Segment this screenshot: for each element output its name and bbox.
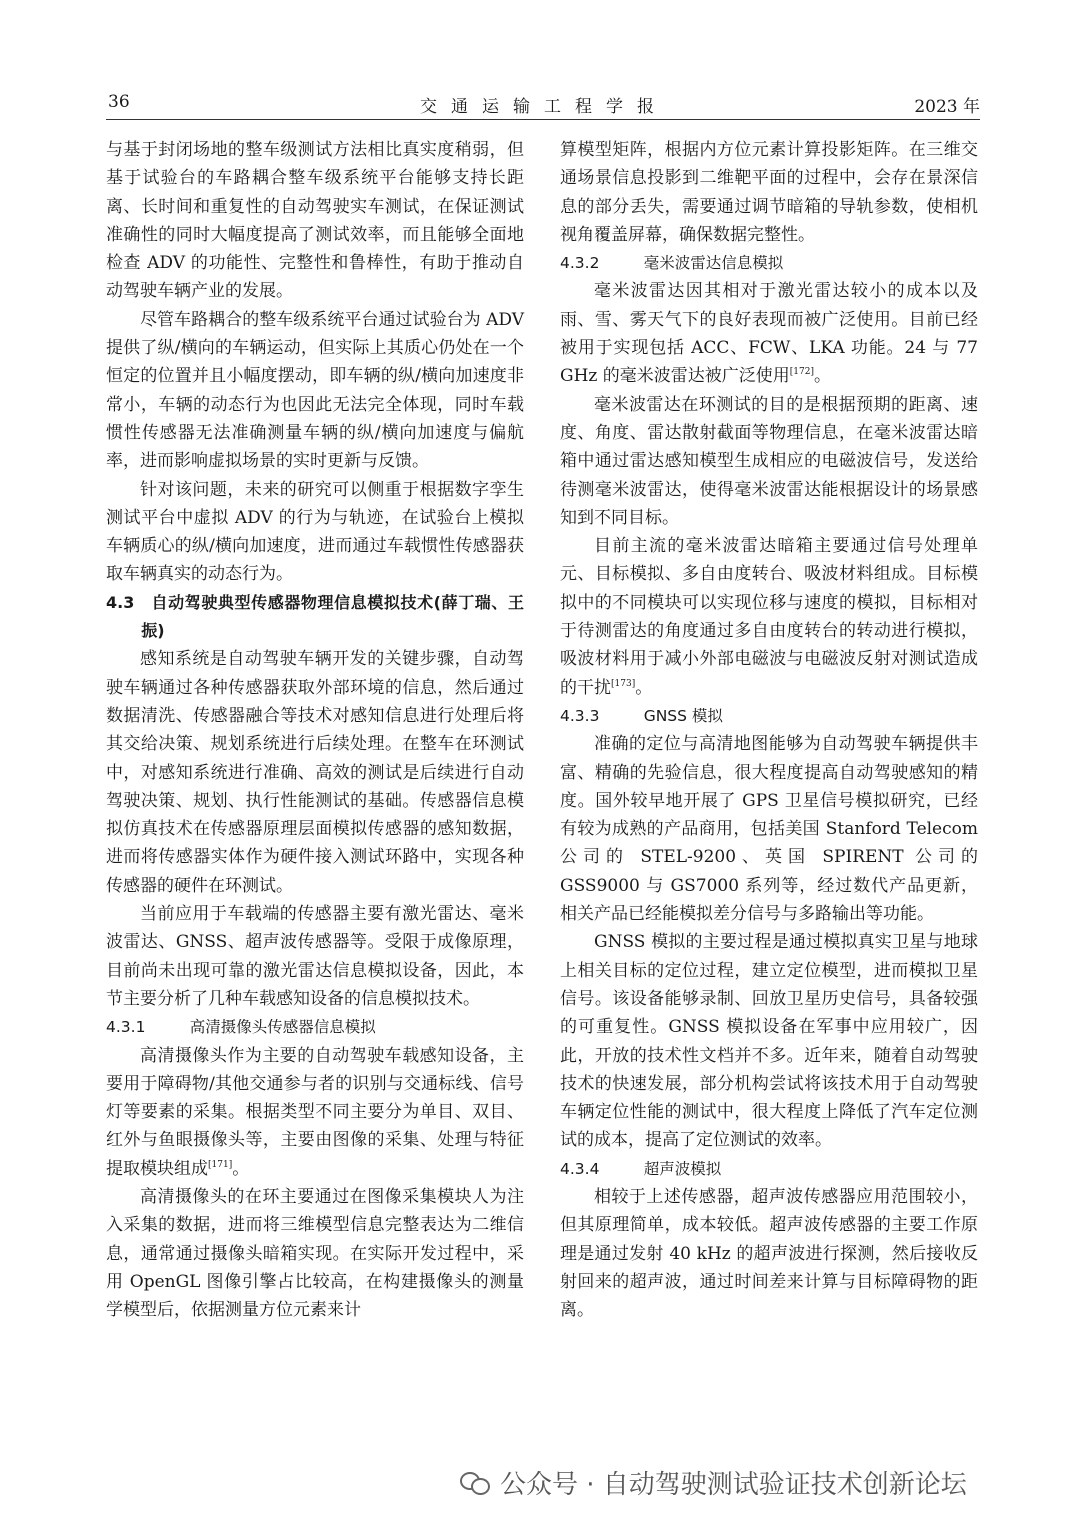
subsection-heading-4-3-3 [560,702,978,730]
citation-171[interactable]: [171] [208,1159,233,1170]
journal-title: 交通运输工程学报 [420,97,668,117]
subsection-heading-4-3-1 [106,1013,524,1041]
paragraph: 针对该问题，未来的研究可以侧重于根据数字孪生测试平台中虚拟 ADV 的行为与轨迹，在试验台上模拟车辆质心的纵/横向加速度，进而通过车载惯性传感器获取车辆真实的动态行为。 [106,479,524,585]
citation-173[interactable]: [173] [611,678,636,689]
paragraph: 相较于上述传感器，超声波传感器应用范围较小，但其原理简单，成本较低。超声波传感器的主要工作原理是通过发射 40 kHz 的超声波进行探测，然后接收反射回来的超声波，通过时间差来计算与目标障碍物的距离。 [560,1186,978,1321]
paragraph: 算模型矩阵，根据内方位元素计算投影矩阵。在三维交通场景信息投影到二维靶平面的过程中，会存在景深信息的部分丢失，需要通过调节暗箱的导轨参数，使相机视角覆盖屏幕，确保数据完整性。 [560,140,978,245]
punctuation: 。 [232,1158,250,1179]
subsection-title: GNSS 模拟 [643,706,723,725]
subsection-heading-4-3-4 [560,1155,978,1183]
subsection-heading-4-3-2 [560,249,978,277]
subsection-title: 超声波模拟 [643,1159,722,1178]
citation-172[interactable]: [172] [789,367,814,378]
header-rule [106,119,980,120]
paragraph: GNSS 模拟的主要过程是通过模拟真实卫星与地球上相关目标的定位过程，建立定位模型，进而模拟卫星信号。该设备能够录制、回放卫星历史信号，具备较强的可重复性。GNSS 模拟设备在军事中应用较广，因此，开放的技术性文档并不多。近年来，随着自动驾驶技术的快速发展，部分机构尝试将该技术用于自动驾驶车辆定位性能的测试中，很大程度上降低了汽车定位测试的成本，提高了定位测试的效率。 [560,932,978,1151]
page-number: 36 [108,92,130,112]
right-column [560,136,978,1324]
subsection-title: 毫米波雷达信息模拟 [643,254,784,273]
paragraph: 尽管车路耦合的整车级系统平台通过试验台为 ADV 提供了纵/横向的车辆运动，但实际上其质心仍处在一个恒定的位置并且小幅度摆动，即车辆的纵/横向加速度非常小，车辆的动态行为也因此无法完全体现，同时车载惯性传感器无法准确测量车辆的纵/横向加速度与偏航率，进而影响虚拟场景的实时更新与反馈。 [106,309,524,472]
punctuation: 。 [813,366,831,387]
paragraph-text: 毫米波雷达因其相对于激光雷达较小的成本以及雨、雪、雾天气下的良好表现而被广泛使用。目前已经被用于实现包括 ACC、FCW、LKA 功能。24 与 77 GHz 的毫米波雷达被广泛使用 [560,281,978,387]
paragraph: 毫米波雷达在环测试的目的是根据预期的距离、速度、角度、雷达散射截面等物理信息，在毫米波雷达暗箱中通过雷达感知模型生成相应的电磁波信号，发送给待测毫米波雷达，使得毫米波雷达能根据设计的场景感知到不同目标。 [560,394,978,528]
watermark [460,1462,1050,1502]
subsection-number: 4.3.1 [106,1018,146,1037]
section-heading-4-3: 4.3 自动驾驶典型传感器物理信息模拟技术(薛丁瑞、王振) [106,592,524,641]
paragraph-text: 高清摄像头作为主要的自动驾驶车载感知设备，主要用于障碍物/其他交通参与者的识别与交通标线、信号灯等要素的采集。根据类型不同主要分为单目、双目、红外与鱼眼摄像头等，主要由图像的采集、处理与特征提取模块组成 [106,1045,524,1179]
subsection-title: 高清摄像头传感器信息模拟 [189,1018,376,1037]
left-column [106,136,524,1324]
paragraph-text: 目前主流的毫米波雷达暗箱主要通过信号处理单元、目标模拟、多自由度转台、吸波材料组成。目标模拟中的不同模块可以实现位移与速度的模拟，目标相对于待测雷达的角度通过多自由度转台的转动进行模拟，吸波材料用于减小外部电磁波与电磁波反射对测试造成的干扰 [560,536,978,698]
running-header [108,88,980,116]
paragraph: 高清摄像头的在环主要通过在图像采集模块人为注入采集的数据，进而将三维模型信息完整表达为二维信息，通常通过摄像头暗箱实现。在实际开发过程中，采用 OpenGL 图像引擎占比较高，在构建摄像头的测量学模型后，依据测量方位元素来计 [106,1186,524,1321]
paragraph: 与基于封闭场地的整车级测试方法相比真实度稍弱，但基于试验台的车路耦合整车级系统平台能够支持长距离、长时间和重复性的自动驾驶实车测试，在保证测试准确性的同时大幅度提高了测试效率，而且能够全面地检查 ADV 的功能性、完整性和鲁棒性，有助于推动自动驾驶车辆产业的发展。 [106,140,524,302]
paragraph [560,277,978,390]
subsection-number: 4.3.2 [560,254,600,273]
paragraph: 当前应用于车载端的传感器主要有激光雷达、毫米波雷达、GNSS、超声波传感器等。受限于成像原理，目前尚未出现可靠的激光雷达信息模拟设备，因此，本节主要分析了几种车载感知设备的信息模拟技术。 [106,904,524,1009]
journal-year: 2023 年 [914,97,980,117]
paragraph [106,1042,524,1183]
watermark-text: 公众号 · 自动驾驶测试验证技术创新论坛 [500,1469,967,1500]
wechat-icon [460,1470,490,1494]
paragraph: 感知系统是自动驾驶车辆开发的关键步骤，自动驾驶车辆通过各种传感器获取外部环境的信息，然后通过数据清洗、传感器融合等技术对感知信息进行处理后将其交给决策、规划系统进行后续处理。在整车在环测试中，对感知系统进行准确、高效的测试是后续进行自动驾驶决策、规划、执行性能测试的基础。传感器信息模拟仿真技术在传感器原理层面模拟传感器的感知数据，进而将传感器实体作为硬件接入测试环路中，实现各种传感器的硬件在环测试。 [106,649,524,896]
subsection-number: 4.3.4 [560,1159,600,1178]
paragraph [560,532,978,702]
subsection-number: 4.3.3 [560,706,600,725]
punctuation: 。 [635,677,653,698]
paragraph: 准确的定位与高清地图能够为自动驾驶车辆提供丰富、精确的先验信息，很大程度提高自动驾驶感知的精度。国外较早地开展了 GPS 卫星信号模拟研究，已经有较为成熟的产品商用，包括美国 Stanford Telecom 公司的 STEL-9200、英国 SPIRENT 公司的 GSS9000 与 GS7000 系列等，经过数代产品更新，相关产品已经能模拟差分信号与多路输出等功能。 [560,734,978,925]
